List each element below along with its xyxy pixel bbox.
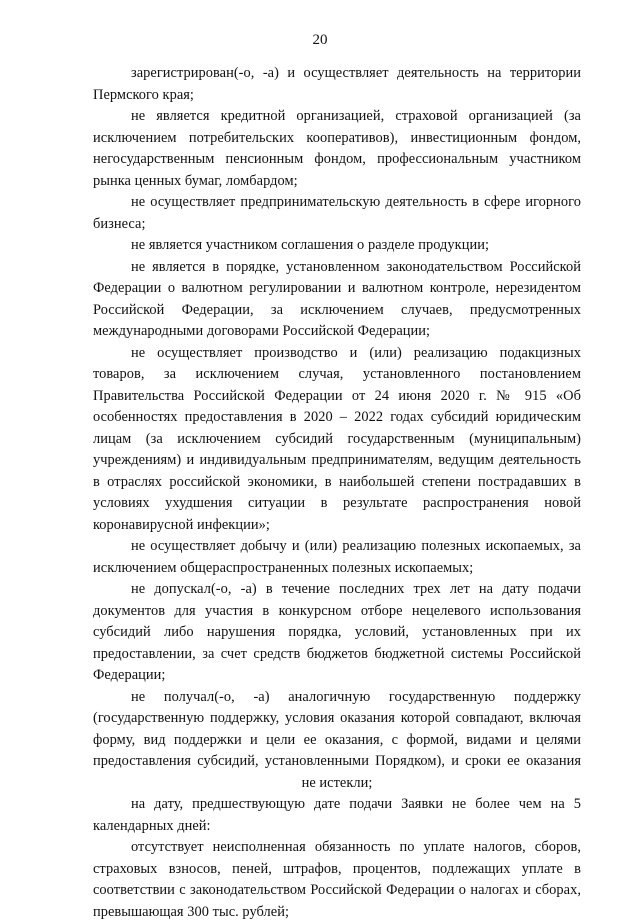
paragraph-no-excise-goods: не осуществляет производство и (или) реализацию подакцизных товаров, за исключением случая, установленного постановлением Правительства Российской Федерации от 24 июня 2020 г. № 915 «Об особенностях предоставления в 2020 – 2022 годах субсидий юридическим лицам (за исключением субсидий государственным (муниципальным) учреждениям) и индивидуальным предпринимателям, ведущим деятельность в отраслях российской экономики, в наибольшей степени пострадавших в условиях ухудшения ситуации в результате распространения новой коронавирусной инфекции»; — [93, 344, 581, 533]
paragraph-no-tax-debt: отсутствует неисполненная обязанность по уплате налогов, сборов, страховых взносов, пеней, штрафов, процентов, подлежащих уплате в соответствии с законодательством Российской Федерации о налогах и сборах, превышающая 300 тыс. рублей; — [93, 839, 581, 920]
paragraph-no-mining: не осуществляет добычу и (или) реализацию полезных ископаемых, за исключением общераспространенных полезных ископаемых; — [93, 538, 581, 576]
paragraph-no-gambling-business: не осуществляет предпринимательскую деятельность в сфере игорного бизнеса; — [93, 194, 581, 232]
paragraph-registration: зарегистрирован(-о, -а) и осуществляет деятельность на территории Пермского края; — [93, 65, 581, 103]
page-number: 20 — [312, 32, 328, 48]
paragraph-date-condition: на дату, предшествующую дате подачи Заявки не более чем на 5 календарных дней: — [93, 796, 581, 834]
paragraph-no-similar-support: не получал(-о, -а) аналогичную государственную поддержку (государственную поддержку, условия оказания которой совпадают, включая форму, вид поддержки и цели ее оказания, с формой, видами и целями предоставления субсидий, установленными Порядком), и сроки ее оказания не истекли; — [93, 688, 581, 791]
paragraph-no-misuse-of-subsidies: не допускал(-о, -а) в течение последних трех лет на дату подачи документов для участия в конкурсном отборе нецелевого использования субсидий либо нарушения порядка, условий, установленных при их предоставлении, за счет средств бюджетов бюджетной системы Российской Федерации; — [93, 581, 581, 683]
paragraph-no-production-sharing: не является участником соглашения о разделе продукции; — [131, 237, 490, 253]
paragraph-not-credit-organization: не является кредитной организацией, страховой организацией (за исключением потребительских кооперативов), инвестиционным фондом, негосударственным пенсионным фондом, профессиональным участником рынка ценных бумаг, ломбардом; — [93, 108, 581, 189]
paragraph-not-nonresident: не является в порядке, установленном законодательством Российской Федерации о валютном регулировании и валютном контроле, нерезидентом Российской Федерации, за исключением случаев, предусмотренных международными договорами Российской Федерации; — [93, 258, 581, 339]
document-body — [93, 63, 581, 923]
